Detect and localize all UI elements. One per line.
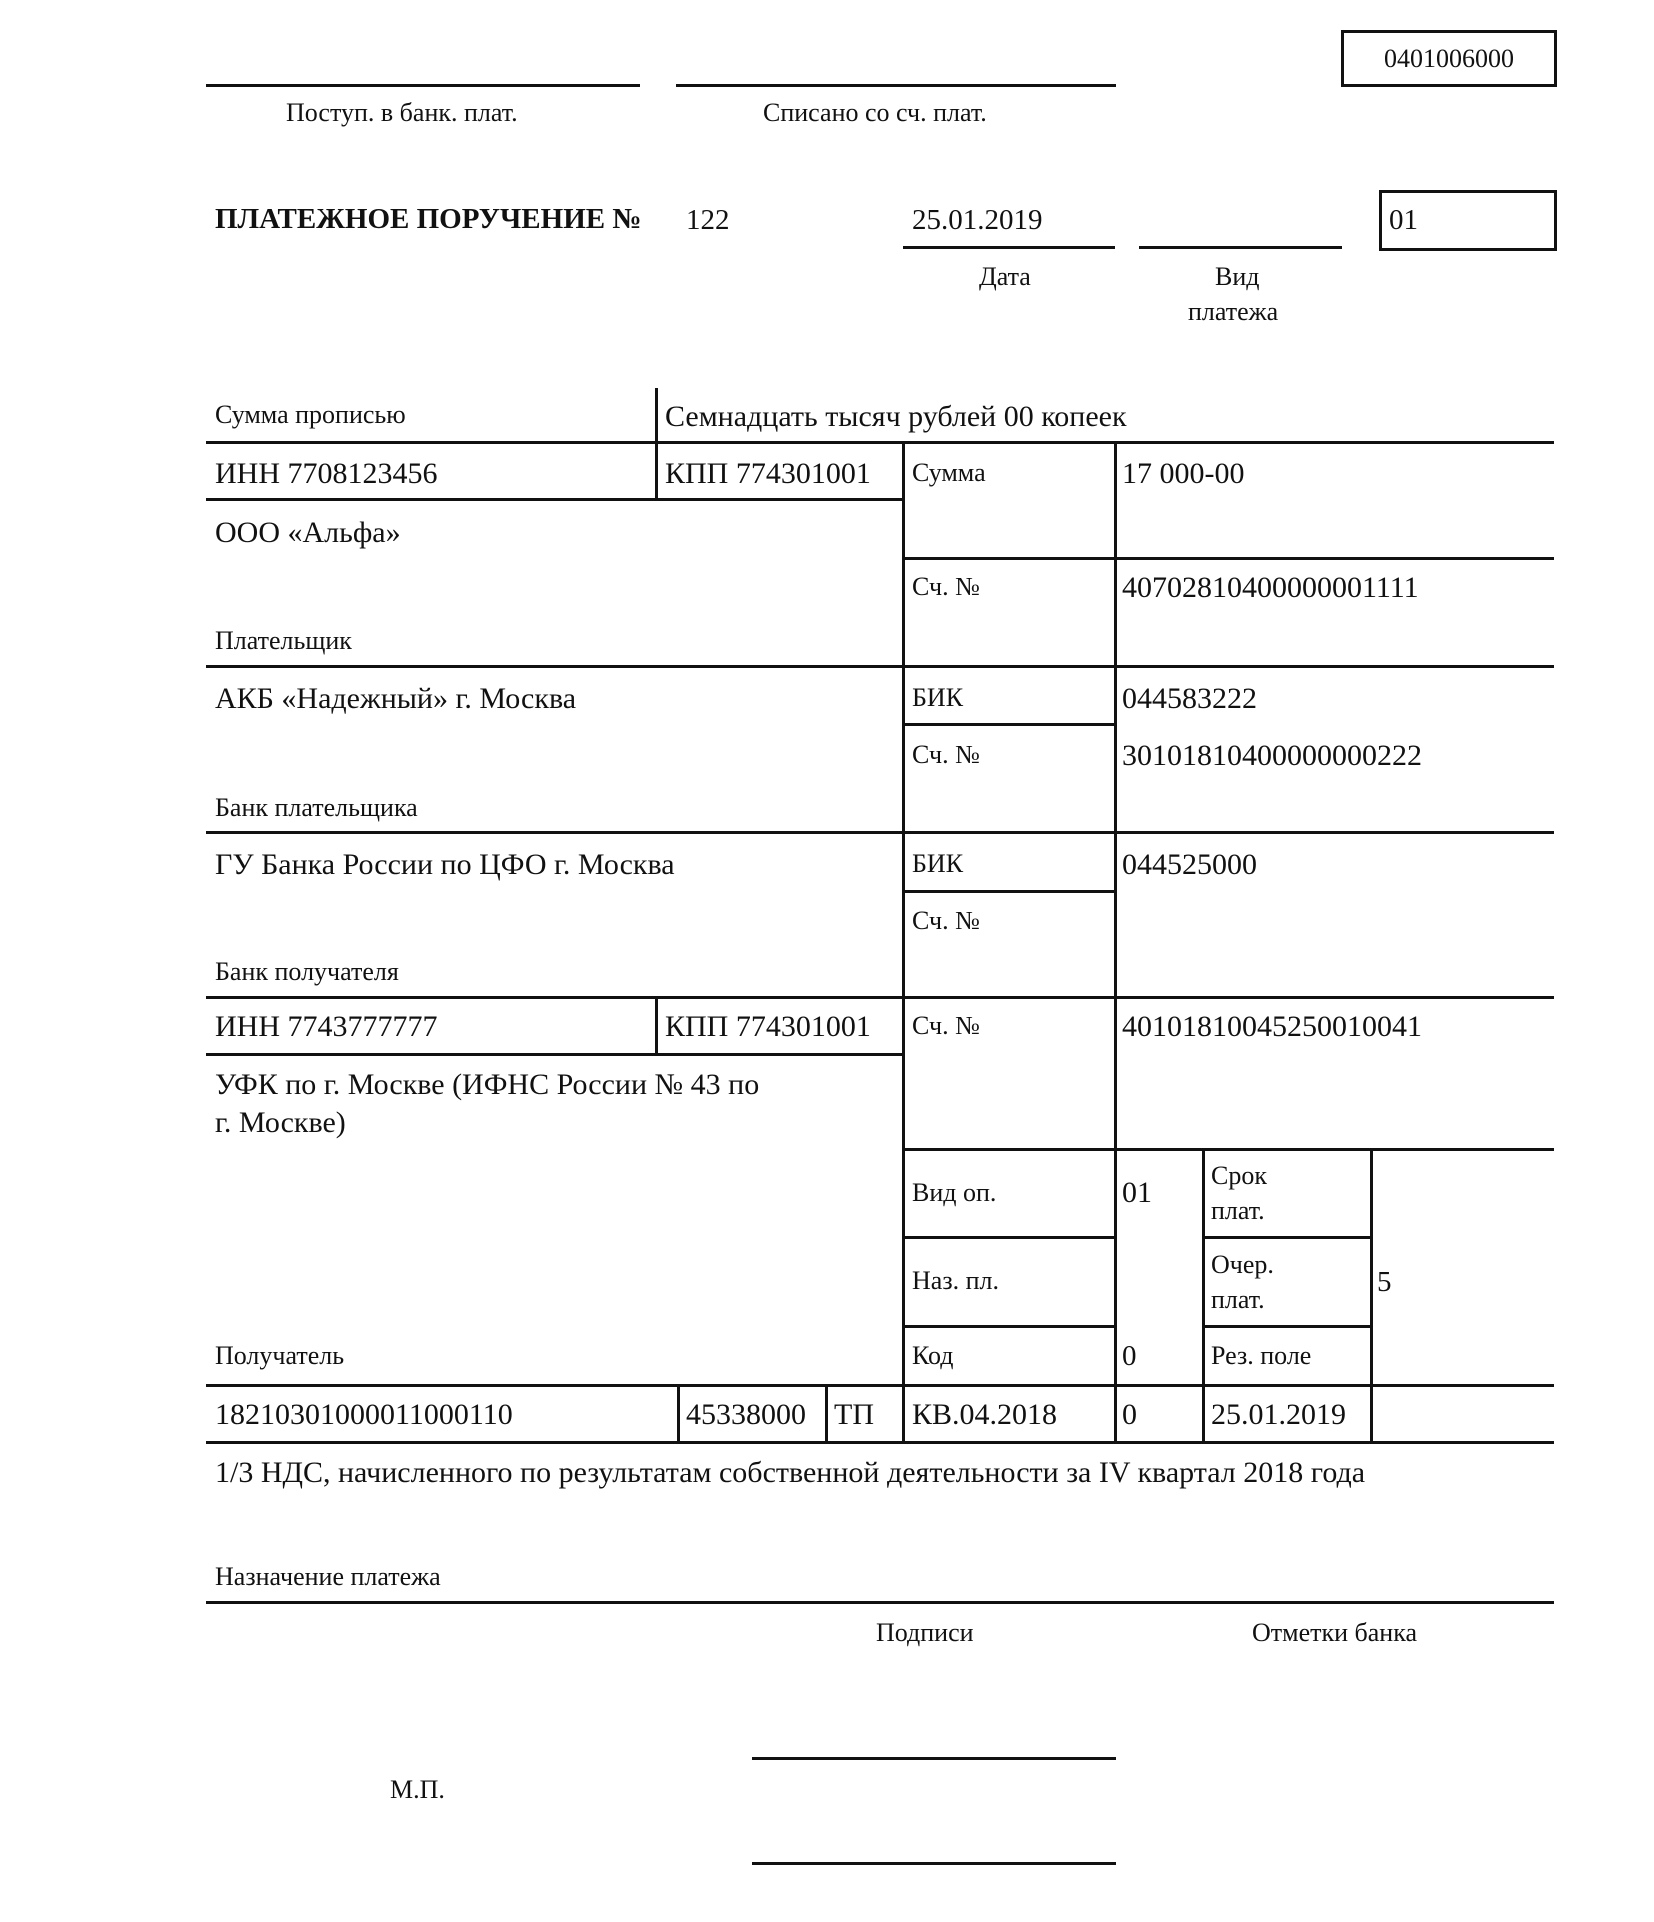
row-line — [902, 1148, 1554, 1151]
recipient-label: Получатель — [215, 1341, 345, 1370]
amount-words-divider — [655, 388, 658, 444]
tax-period: КВ.04.2018 — [912, 1398, 1058, 1431]
recipient-name-line1: УФК по г. Москве (ИФНС России № 43 по — [215, 1068, 760, 1101]
tax-divider — [677, 1384, 680, 1442]
payer-name: ООО «Альфа» — [215, 516, 401, 549]
grid-divider — [1370, 1149, 1373, 1442]
grid-divider — [1114, 443, 1117, 1442]
row-line — [902, 557, 1554, 560]
debited-label: Списано со сч. плат. — [763, 98, 987, 127]
code-value: 0 — [1122, 1340, 1137, 1372]
term-label-2: плат. — [1211, 1196, 1265, 1225]
tax-doc-date: 25.01.2019 — [1211, 1398, 1346, 1431]
tax-doc-number: 0 — [1122, 1398, 1137, 1431]
row-line — [206, 831, 1554, 834]
row-line — [902, 723, 1116, 726]
recipient-bank-bik: 044525000 — [1122, 848, 1257, 881]
document-number: 122 — [686, 204, 730, 236]
debited-date-line — [676, 84, 1116, 87]
order-label-1: Очер. — [1211, 1250, 1274, 1279]
code-label: Код — [912, 1341, 954, 1370]
signature-line-2 — [752, 1862, 1116, 1865]
reserve-label: Рез. поле — [1211, 1341, 1312, 1370]
amount-words-value: Семнадцать тысяч рублей 00 копеек — [665, 400, 1127, 433]
document-date: 25.01.2019 — [912, 204, 1043, 236]
row-line — [206, 1053, 902, 1056]
recipient-name-line2: г. Москве) — [215, 1106, 346, 1139]
received-label: Поступ. в банк. плат. — [286, 98, 518, 127]
stamp-label: М.П. — [390, 1775, 445, 1804]
payer-bank-account: 30101810400000000222 — [1122, 739, 1422, 772]
row-line — [206, 1441, 1554, 1444]
recipient-inn: ИНН 7743777777 — [215, 1010, 438, 1043]
amount-words-label: Сумма прописью — [215, 400, 406, 429]
payer-bank-bik-label: БИК — [912, 683, 964, 712]
row-line — [206, 498, 902, 501]
row-line — [902, 1236, 1116, 1239]
payer-bank-bik: 044583222 — [1122, 682, 1257, 715]
row-line — [206, 1384, 1554, 1387]
row-line — [1202, 1325, 1370, 1328]
recipient-account-label: Сч. № — [912, 1011, 980, 1040]
payer-label: Плательщик — [215, 626, 352, 655]
row-line — [1202, 1236, 1370, 1239]
payment-type-label-1: Вид — [1215, 262, 1260, 291]
order-label-2: плат. — [1211, 1285, 1265, 1314]
date-line — [903, 246, 1115, 249]
order-value: 5 — [1377, 1266, 1392, 1298]
recipient-kpp: КПП 774301001 — [665, 1010, 871, 1043]
payer-account-label: Сч. № — [912, 572, 980, 601]
row-line — [206, 996, 1554, 999]
payer-account: 40702810400000001111 — [1122, 571, 1419, 604]
purpose-code-label: Наз. пл. — [912, 1266, 999, 1295]
row-line — [902, 890, 1116, 893]
term-label-1: Срок — [1211, 1161, 1267, 1190]
date-label: Дата — [979, 262, 1031, 291]
payment-type-label-2: платежа — [1188, 297, 1279, 326]
op-type-label: Вид оп. — [912, 1178, 997, 1207]
received-date-line — [206, 84, 640, 87]
grid-divider — [902, 443, 905, 1442]
document-title: ПЛАТЕЖНОЕ ПОРУЧЕНИЕ № — [215, 203, 642, 235]
purpose-text: 1/3 НДС, начисленного по результатам собственной деятельности за IV квартал 2018 года — [215, 1456, 1366, 1489]
recipient-bank-label: Банк получателя — [215, 957, 399, 986]
recipient-bank-name: ГУ Банка России по ЦФО г. Москва — [215, 848, 675, 881]
tax-basis: ТП — [834, 1398, 874, 1431]
recipient-bank-account-label: Сч. № — [912, 906, 980, 935]
recipient-bank-bik-label: БИК — [912, 849, 964, 878]
op-type-value: 01 — [1122, 1176, 1152, 1209]
payer-bank-account-label: Сч. № — [912, 740, 980, 769]
form-code: 0401006000 — [1384, 44, 1514, 73]
sum-label: Сумма — [912, 458, 986, 487]
sum-value: 17 000-00 — [1122, 457, 1245, 490]
status-code: 01 — [1389, 204, 1418, 236]
payer-inn: ИНН 7708123456 — [215, 457, 438, 490]
recipient-inn-divider — [655, 996, 658, 1054]
payment-type-line — [1139, 246, 1342, 249]
bank-marks-label: Отметки банка — [1252, 1618, 1418, 1647]
payer-kpp: КПП 774301001 — [665, 457, 871, 490]
tax-oktmo: 45338000 — [686, 1398, 806, 1431]
signature-line-1 — [752, 1757, 1116, 1760]
payer-inn-divider — [655, 441, 658, 499]
row-line — [206, 1601, 1554, 1604]
row-line — [206, 665, 1554, 668]
payer-bank-name: АКБ «Надежный» г. Москва — [215, 682, 577, 715]
recipient-account: 40101810045250010041 — [1122, 1010, 1422, 1043]
tax-divider — [825, 1384, 828, 1442]
row-line — [902, 1325, 1116, 1328]
purpose-label: Назначение платежа — [215, 1562, 441, 1591]
payer-bank-label: Банк плательщика — [215, 793, 418, 822]
signatures-label: Подписи — [876, 1618, 974, 1647]
tax-kbk: 18210301000011000110 — [215, 1398, 513, 1431]
grid-divider — [1202, 1149, 1205, 1442]
row-line — [206, 441, 1554, 444]
